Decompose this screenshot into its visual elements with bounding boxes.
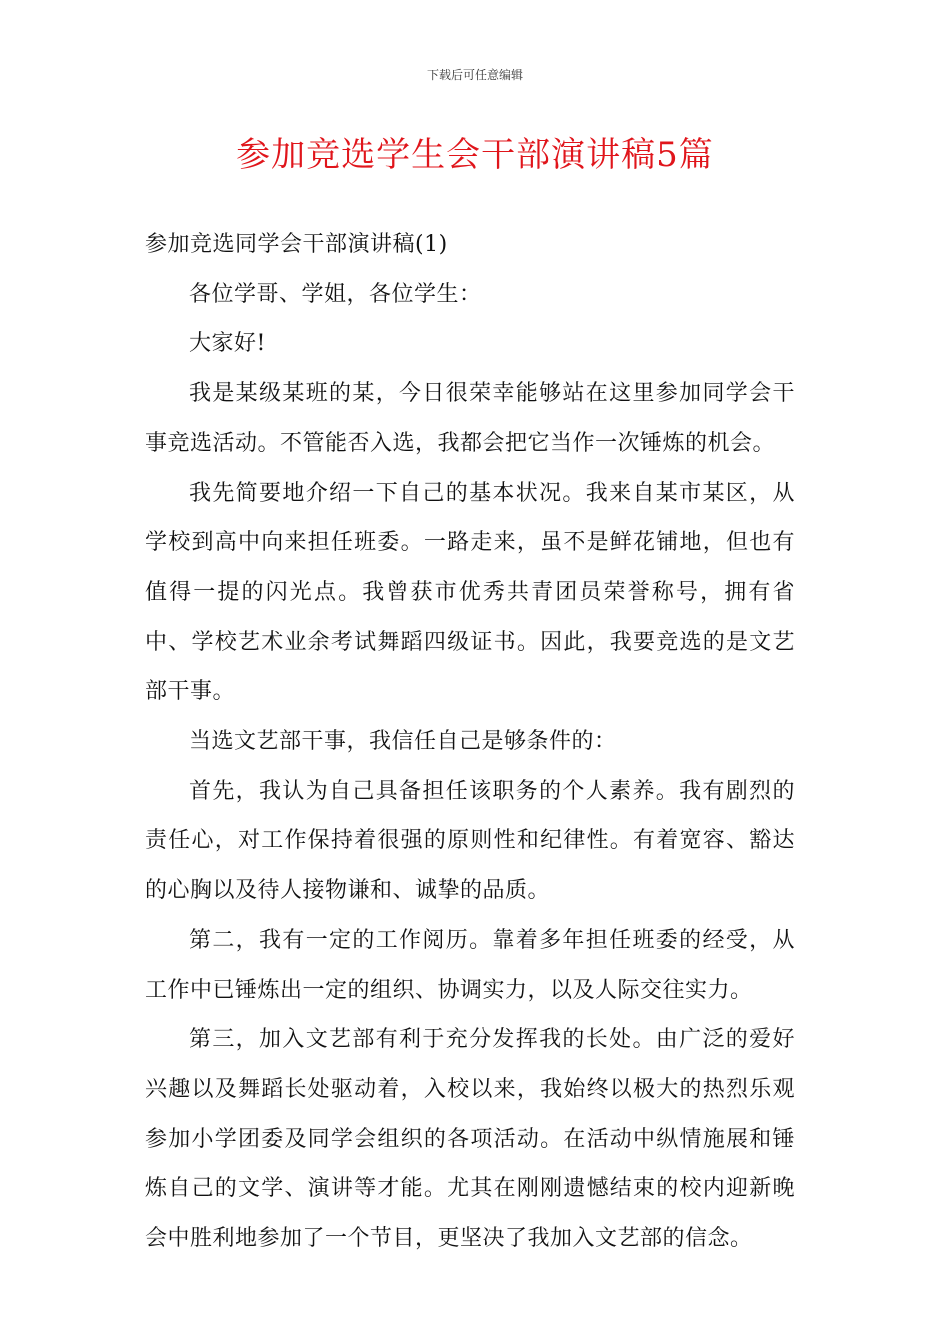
document-body — [145, 220, 795, 1264]
paragraph-background: 我先简要地介绍一下自己的基本状况。我来自某市某区，从学校到高中向来担任班委。一路走来，虽不是鲜花铺地，但也有值得一提的闪光点。我曾获市优秀共青团员荣誉称号，拥有省中、学校艺术业余考试舞蹈四级证书。因此，我要竞选的是文艺部干事。 — [145, 480, 795, 705]
paragraph-qualification: 当选文艺部干事，我信任自己是够条件的： — [189, 729, 617, 755]
paragraph-second: 第二，我有一定的工作阅历。靠着多年担任班委的经受，从工作中已锤炼出一定的组织、协调实力，以及人际交往实力。 — [145, 927, 795, 1003]
header-note: 下载后可任意编辑 — [426, 68, 523, 82]
paragraph-third: 第三，加入文艺部有利于充分发挥我的长处。由广泛的爱好兴趣以及舞蹈长处驱动着，入校以来，我始终以极大的热烈乐观参加小学团委及同学会组织的各项活动。在活动中纵情施展和锤炼自己的文学、演讲等才能。尤其在刚刚遗憾结束的校内迎新晚会中胜利地参加了一个节目，更坚决了我加入文艺部的信念。 — [145, 1027, 795, 1252]
paragraph-first: 首先，我认为自己具备担任该职务的个人素养。我有剧烈的责任心，对工作保持着很强的原则性和纪律性。有着宽容、豁达的心胸以及待人接物谦和、诚挚的品质。 — [145, 778, 795, 904]
paragraph-greeting: 各位学哥、学姐，各位学生： — [189, 281, 482, 307]
paragraph-hello: 大家好! — [189, 331, 266, 357]
document-title: 参加竞选学生会干部演讲稿5篇 — [236, 135, 714, 175]
section-heading: 参加竞选同学会干部演讲稿(1) — [145, 232, 448, 257]
paragraph-intro: 我是某级某班的某，今日很荣幸能够站在这里参加同学会干事竞选活动。不管能否入选，我都会把它当作一次锤炼的机会。 — [145, 381, 795, 456]
